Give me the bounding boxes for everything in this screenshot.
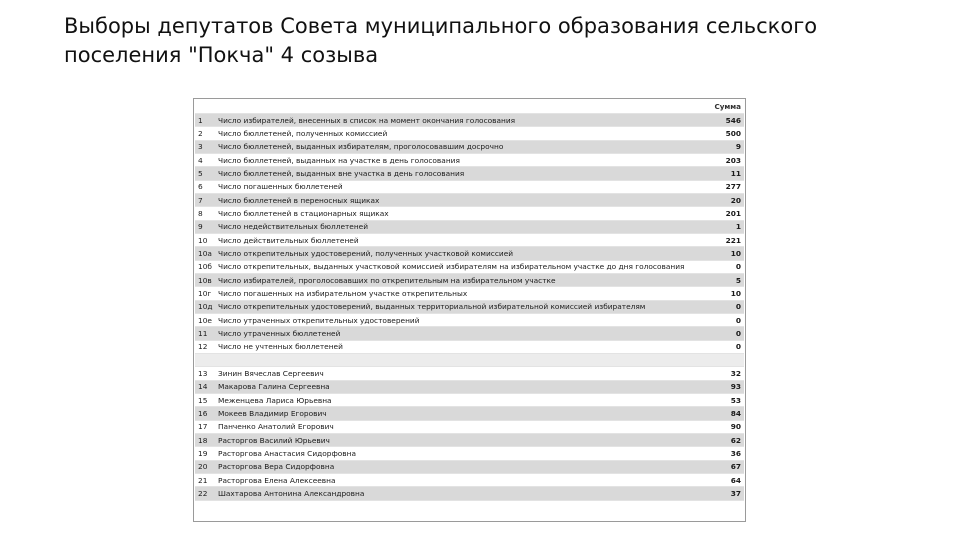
cell-num: 6 [195,180,215,193]
table-row [195,407,744,420]
table-row [195,367,744,380]
cell-num: 20 [195,460,215,473]
cell-value: 84 [708,407,744,420]
cell-num: 10в [195,273,215,286]
table-row [195,153,744,166]
cell-num: 12 [195,340,215,353]
cell-value: 5 [708,273,744,286]
table-row [195,394,744,407]
cell-name: Число бюллетеней в стационарных ящиках [215,207,708,220]
cell-num: 10 [195,233,215,246]
cell-num: 19 [195,447,215,460]
cell-value: 9 [708,140,744,153]
cell-num: 14 [195,380,215,393]
page-title-line-1: Выборы депутатов Совета муниципального образования сельского [64,14,818,38]
table-row [195,127,744,140]
table-row [195,193,744,206]
cell-value: 10 [708,247,744,260]
table-header-row [195,100,744,113]
cell-value: 32 [708,367,744,380]
results-table-body [195,113,744,500]
cell-num: 2 [195,127,215,140]
cell-name: Число утраченных бюллетеней [215,327,708,340]
cell-name: Число бюллетеней, выданных вне участка в день голосования [215,167,708,180]
cell-name: Число погашенных бюллетеней [215,180,708,193]
table-row [195,434,744,447]
cell-num: 10д [195,300,215,313]
table-row [195,340,744,353]
header-sum: Сумма [708,100,744,113]
cell-num: 18 [195,434,215,447]
cell-value: 37 [708,487,744,500]
cell-name: Число бюллетеней, выданных на участке в день голосования [215,153,708,166]
cell-value: 67 [708,460,744,473]
cell-name: Число бюллетеней, выданных избирателям, проголосовавшим досрочно [215,140,708,153]
cell-name: Число открепительных удостоверений, полученных участковой комиссией [215,247,708,260]
cell-name: Число не учтенных бюллетеней [215,340,708,353]
page-title [64,12,924,70]
cell-name: Расторгова Елена Алексеевна [215,474,708,487]
cell-num: 7 [195,193,215,206]
header-name [215,100,708,113]
cell-value: 10 [708,287,744,300]
cell-name: Число утраченных открепительных удостоверений [215,314,708,327]
cell-num: 1 [195,113,215,126]
table-row [195,327,744,340]
table-row [195,167,744,180]
cell-name: Число открепительных удостоверений, выданных территориальной избирательной комиссией избирателям [215,300,708,313]
cell-value: 203 [708,153,744,166]
table-row [195,113,744,126]
table-row [195,273,744,286]
cell-value: 11 [708,167,744,180]
table-row [195,474,744,487]
cell-value: 0 [708,300,744,313]
cell-num: 3 [195,140,215,153]
cell-num [195,354,215,367]
cell-num: 5 [195,167,215,180]
cell-name: Число открепительных, выданных участковой комиссией избирателям на избирательном участке до дня голосования [215,260,708,273]
cell-name: Число избирателей, проголосовавших по открепительным на избирательном участке [215,273,708,286]
table-row [195,354,744,367]
cell-value: 201 [708,207,744,220]
table-row [195,207,744,220]
cell-value: 546 [708,113,744,126]
cell-num: 13 [195,367,215,380]
cell-name: Мокеев Владимир Егорович [215,407,708,420]
cell-value: 20 [708,193,744,206]
cell-value: 53 [708,394,744,407]
cell-name: Расторгов Василий Юрьевич [215,434,708,447]
cell-num: 16 [195,407,215,420]
cell-num: 21 [195,474,215,487]
cell-num: 10б [195,260,215,273]
cell-value [708,354,744,367]
cell-num: 11 [195,327,215,340]
cell-name: Меженцева Лариса Юрьевна [215,394,708,407]
table-row [195,487,744,500]
table-row [195,420,744,433]
table-row [195,287,744,300]
cell-value: 500 [708,127,744,140]
table-row [195,460,744,473]
cell-value: 0 [708,340,744,353]
table-row [195,180,744,193]
cell-name [215,354,708,367]
cell-value: 0 [708,327,744,340]
cell-name: Макарова Галина Сергеевна [215,380,708,393]
table-row [195,247,744,260]
table-row [195,447,744,460]
header-num [195,100,215,113]
cell-num: 9 [195,220,215,233]
cell-value: 36 [708,447,744,460]
table-row [195,380,744,393]
cell-value: 0 [708,314,744,327]
cell-num: 15 [195,394,215,407]
cell-name: Число избирателей, внесенных в список на момент окончания голосования [215,113,708,126]
cell-num: 10г [195,287,215,300]
cell-num: 10а [195,247,215,260]
cell-name: Число погашенных на избирательном участке открепительных [215,287,708,300]
cell-name: Расторгова Анастасия Сидорфовна [215,447,708,460]
table-row [195,260,744,273]
cell-name: Число недействительных бюллетеней [215,220,708,233]
cell-num: 8 [195,207,215,220]
cell-num: 4 [195,153,215,166]
cell-name: Панченко Анатолий Егорович [215,420,708,433]
cell-value: 62 [708,434,744,447]
results-table-frame [193,98,746,522]
cell-value: 277 [708,180,744,193]
cell-num: 22 [195,487,215,500]
cell-num: 17 [195,420,215,433]
page-title-line-2: поселения "Покча" 4 созыва [64,43,379,67]
cell-num: 10е [195,314,215,327]
cell-name: Расторгова Вера Сидорфовна [215,460,708,473]
cell-value: 0 [708,260,744,273]
table-row [195,140,744,153]
cell-value: 64 [708,474,744,487]
cell-name: Шахтарова Антонина Александровна [215,487,708,500]
cell-name: Число действительных бюллетеней [215,233,708,246]
cell-value: 1 [708,220,744,233]
results-table [195,100,744,501]
cell-name: Зинин Вячеслав Сергеевич [215,367,708,380]
cell-value: 93 [708,380,744,393]
cell-value: 221 [708,233,744,246]
table-row [195,314,744,327]
cell-name: Число бюллетеней в переносных ящиках [215,193,708,206]
cell-value: 90 [708,420,744,433]
cell-name: Число бюллетеней, полученных комиссией [215,127,708,140]
table-row [195,233,744,246]
table-row [195,300,744,313]
table-row [195,220,744,233]
